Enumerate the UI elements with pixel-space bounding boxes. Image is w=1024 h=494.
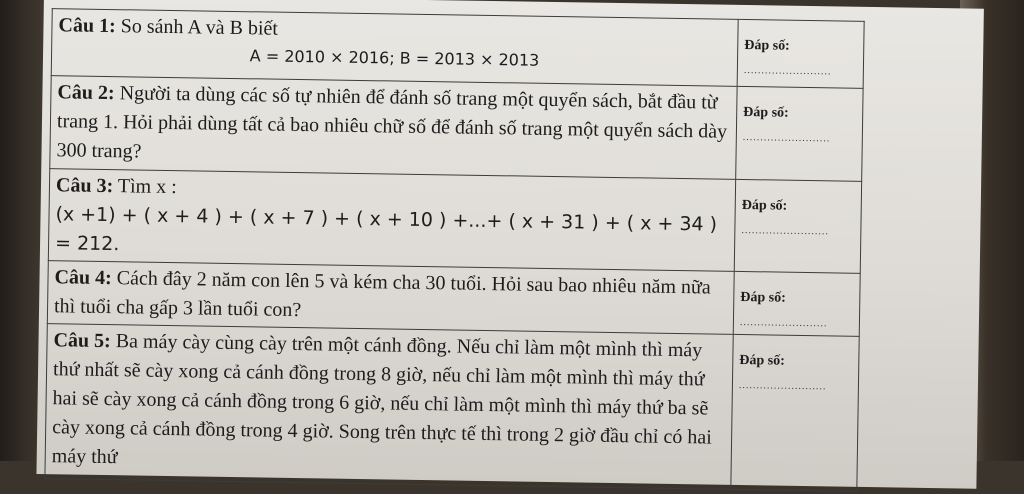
question-label: Câu 4: xyxy=(54,266,112,290)
question-label: Câu 2: xyxy=(57,81,115,105)
question-row-1 xyxy=(51,9,864,89)
question-table xyxy=(44,8,864,492)
answer-label: Đáp số: xyxy=(743,104,789,121)
question-cell-5 xyxy=(45,324,733,490)
question-row-2 xyxy=(50,76,863,182)
question-label: Câu 5: xyxy=(53,329,111,353)
answer-blank[interactable]: ......................... xyxy=(741,224,829,238)
answer-blank[interactable]: ......................... xyxy=(743,65,832,78)
question-text: Ba máy cày cùng cày trên một cánh đồng. Nếu chỉ làm một mình thì máy thứ nhất sẽ cày xong cả cánh đồng trong 8 giờ, nếu chỉ làm một mình thì máy thứ hai sẽ cày xong cả cánh đồng trong 6 giờ, nếu chỉ làm một mình thì máy thứ ba sẽ cày xong cả cánh đồng trong 4 giờ. Song trên thực tế thì trong 2 giờ đầu chỉ có hai máy thứ xyxy=(51,330,712,469)
answer-cell-4 xyxy=(733,271,860,336)
question-formula: A = 2010 × 2016; B = 2013 × 2013 xyxy=(249,46,540,70)
question-cell-1 xyxy=(51,9,738,87)
question-label: Câu 3: xyxy=(55,174,114,198)
question-row-3 xyxy=(48,169,861,274)
question-text: Cách đây 2 năm con lên 5 và kém cha 30 tuổi. Hỏi sau bao nhiêu năm nữa thì tuổi cha gấp 3 lần tuổi con? xyxy=(53,267,711,322)
answer-cell-2 xyxy=(736,86,863,181)
question-text: Tìm x : xyxy=(117,175,177,199)
answer-label: Đáp số: xyxy=(744,38,790,54)
question-cell-3 xyxy=(48,169,735,272)
answer-label: Đáp số: xyxy=(739,352,785,369)
answer-label: Đáp số: xyxy=(740,289,786,306)
answer-blank[interactable]: ......................... xyxy=(738,379,827,393)
answer-label: Đáp số: xyxy=(741,197,788,214)
question-cell-2 xyxy=(50,76,737,180)
question-cell-4 xyxy=(47,261,734,335)
answer-blank[interactable]: ......................... xyxy=(742,131,831,145)
worksheet-paper xyxy=(36,0,983,489)
question-formula: (x +1) + ( x + 4 ) + ( x + 7 ) + ( x + 10 ) +...+ ( x + 31 ) + ( x + 34 ) = 212. xyxy=(54,203,718,256)
answer-cell-3 xyxy=(734,179,861,273)
question-text: Người ta dùng các số tự nhiên để đánh số trang một quyển sách, bắt đầu từ trang 1. Hỏi phải dùng tất cả bao nhiêu chữ số để đánh số trang một quyển sách dày 300 trang? xyxy=(56,82,728,163)
answer-blank[interactable]: ......................... xyxy=(739,316,828,330)
answer-cell-1 xyxy=(737,19,864,88)
question-row-5 xyxy=(45,324,859,492)
question-label: Câu 1: xyxy=(58,14,116,38)
question-text: So sánh A và B biết xyxy=(120,15,279,40)
answer-cell-5 xyxy=(731,334,859,491)
